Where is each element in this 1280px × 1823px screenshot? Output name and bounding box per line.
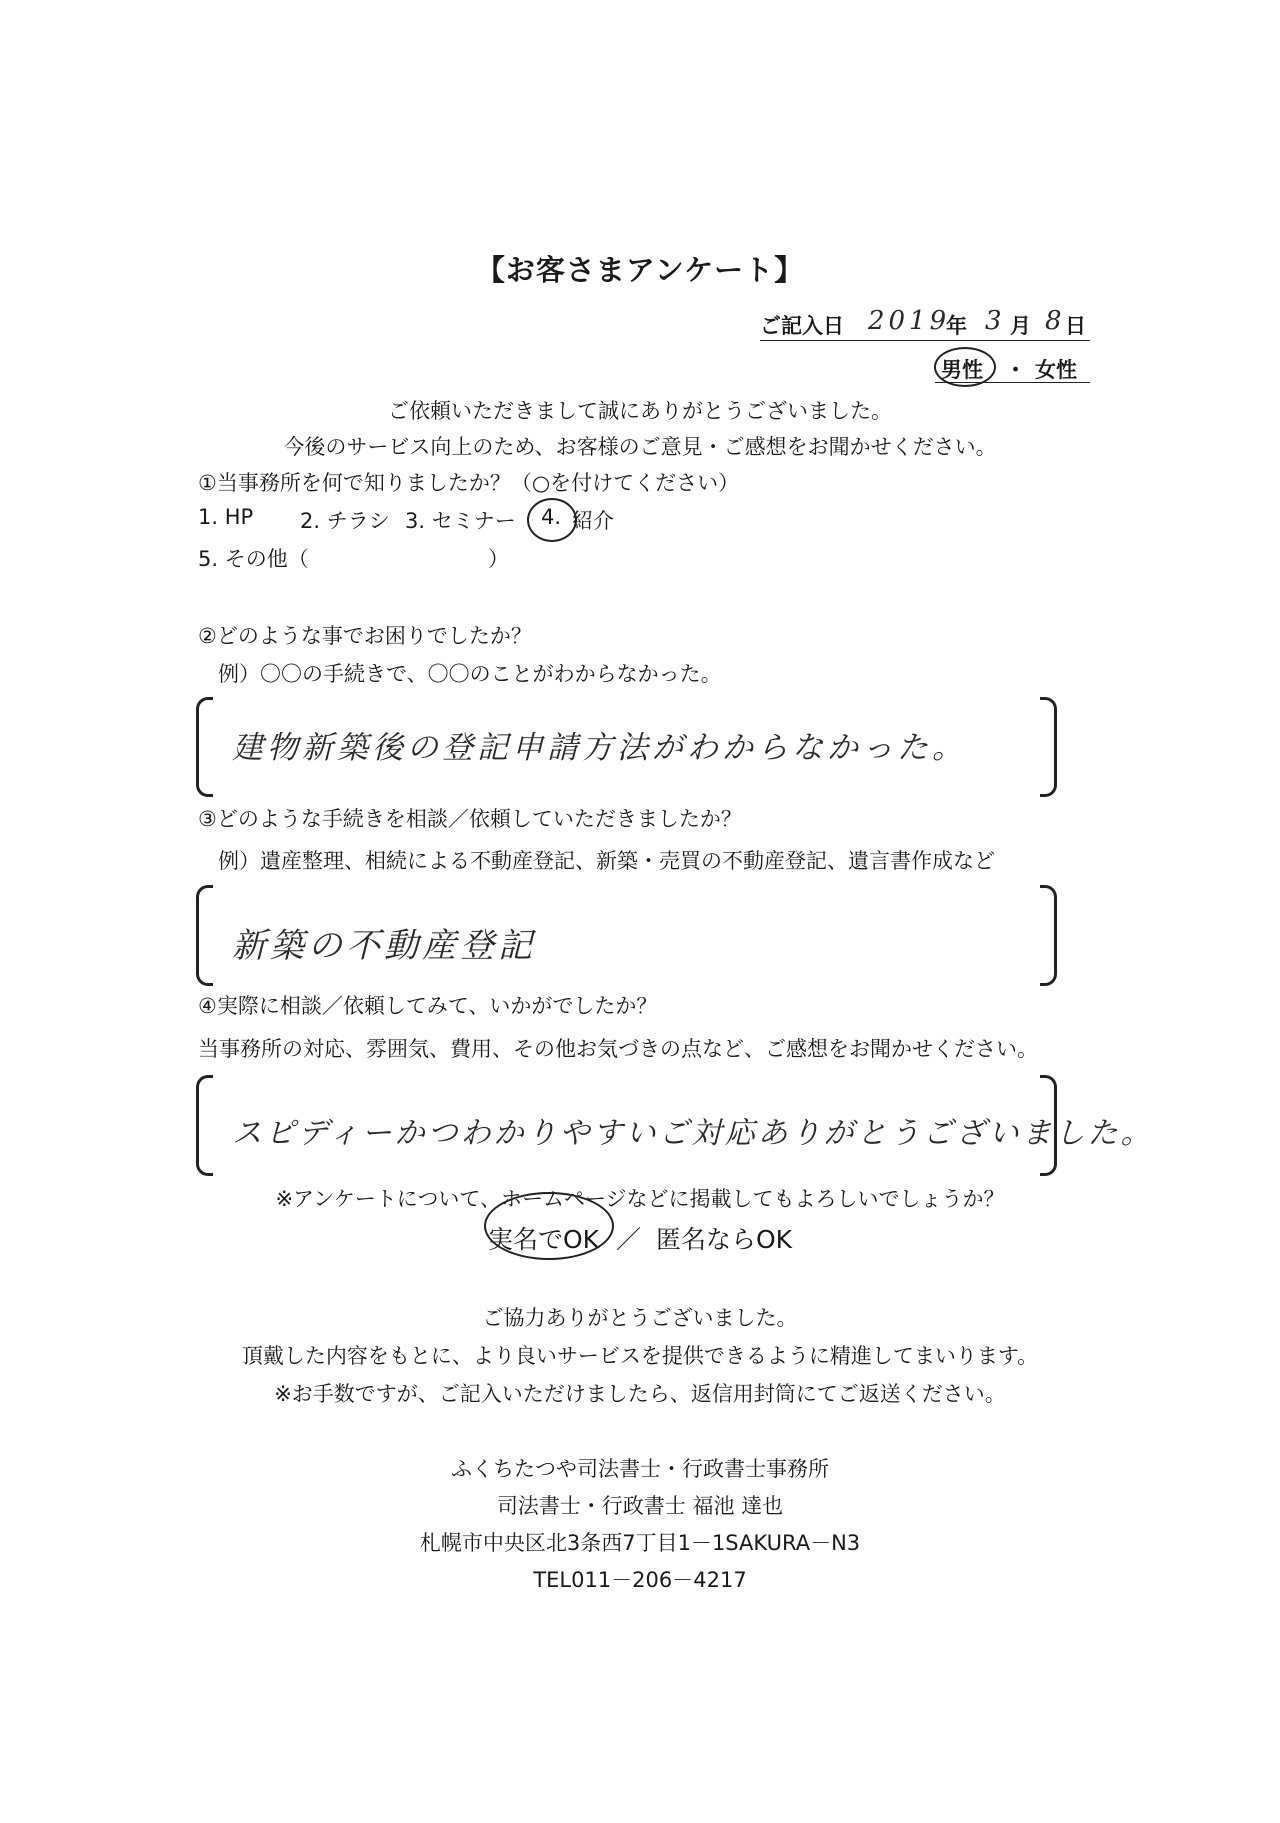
publish-real-name-option[interactable]: 実名でOK (488, 1225, 600, 1254)
closing-line-2: 頂戴した内容をもとに、より良いサービスを提供できるように精進してまいります。 (241, 1344, 1039, 1368)
gender-male: 男性 (941, 358, 983, 382)
q2-answer[interactable]: 建物新築後の登記申請方法がわからなかった。 (232, 730, 967, 766)
q2-bracket-right (1040, 697, 1057, 797)
office-person: 司法書士・行政書士 福池 達也 (496, 1494, 784, 1518)
publish-question: ※アンケートについて、ホームページなどに掲載してもよろしいでしょうか？ (275, 1187, 1005, 1211)
q1-option-referral-number[interactable]: 4. (541, 505, 562, 529)
date-line (760, 306, 1090, 341)
date-day: 8 (1045, 306, 1066, 336)
q3-bracket-right (1040, 885, 1057, 986)
office-tel[interactable]: TEL011－206－4217 (533, 1568, 747, 1592)
q1-selected-circle (527, 498, 577, 542)
date-month-unit: 月 (1010, 314, 1031, 338)
q3-answer[interactable]: 新築の不動産登記 (232, 926, 536, 966)
q2-bracket-left (196, 697, 213, 797)
q1-option-flyer[interactable]: 2. チラシ (300, 509, 390, 533)
q3-example: 例）遺産整理、相続による不動産登記、新築・売買の不動産登記、遺言書作成など (218, 849, 995, 873)
survey-title: 【お客さまアンケート】 (475, 253, 805, 287)
date-day-unit: 日 (1065, 314, 1086, 338)
gender-male-circle (934, 347, 996, 387)
q4-example: 当事務所の対応、雰囲気、費用、その他お気づきの点など、ご感想をお聞かせください。 (198, 1037, 1038, 1061)
office-name: ふくちたつや司法書士・行政書士事務所 (451, 1457, 829, 1481)
q1-option-hp[interactable]: 1. HP (198, 505, 254, 529)
closing-line-3: ※お手数ですが、ご記入いただけましたら、返信用封筒にてご返送ください。 (274, 1382, 1006, 1406)
date-month: 3 (985, 306, 1006, 336)
q1-option-seminar[interactable]: 3. セミナー (405, 509, 516, 533)
q1-question: ①当事務所を何で知りましたか？（○を付けてください） (198, 471, 740, 495)
q2-example: 例）〇〇の手続きで、〇〇のことがわからなかった。 (218, 662, 722, 686)
date-year: 2019 (868, 306, 951, 336)
closing-line-1: ご協力ありがとうございました。 (482, 1306, 798, 1330)
q3-question: ③どのような手続きを相談／依頼していただきましたか？ (198, 807, 742, 831)
office-address: 札幌市中央区北3条西7丁目1－1SAKURA－N3 (419, 1531, 861, 1555)
publish-slash: ／ (616, 1225, 642, 1254)
q1-other-close: ） (488, 547, 509, 571)
q4-answer[interactable]: スピディーかつわかりやすいご対応ありがとうございました。 (232, 1116, 1154, 1151)
publish-selected-circle (484, 1192, 614, 1260)
intro-line-2: 今後のサービス向上のため、お客様のご意見・ご感想をお聞かせください。 (283, 435, 997, 459)
q1-option-referral[interactable]: 紹介 (572, 509, 614, 533)
date-label: ご記入日 (760, 314, 844, 338)
q1-option-other[interactable]: 5. その他（ (198, 547, 309, 571)
q4-question: ④実際に相談／依頼してみて、いかがでしたか？ (198, 994, 658, 1018)
publish-anonymous-option[interactable]: 匿名ならOK (656, 1225, 793, 1254)
q3-bracket-left (196, 885, 213, 986)
q4-bracket-left (196, 1075, 213, 1176)
q2-question: ②どのような事でお困りでしたか？ (198, 624, 532, 648)
gender-separator: ・ (1005, 358, 1026, 382)
intro-line-1: ご依頼いただきまして誠にありがとうございました。 (388, 399, 892, 423)
gender-female: 女性 (1035, 358, 1077, 382)
date-year-unit: 年 (946, 314, 967, 338)
